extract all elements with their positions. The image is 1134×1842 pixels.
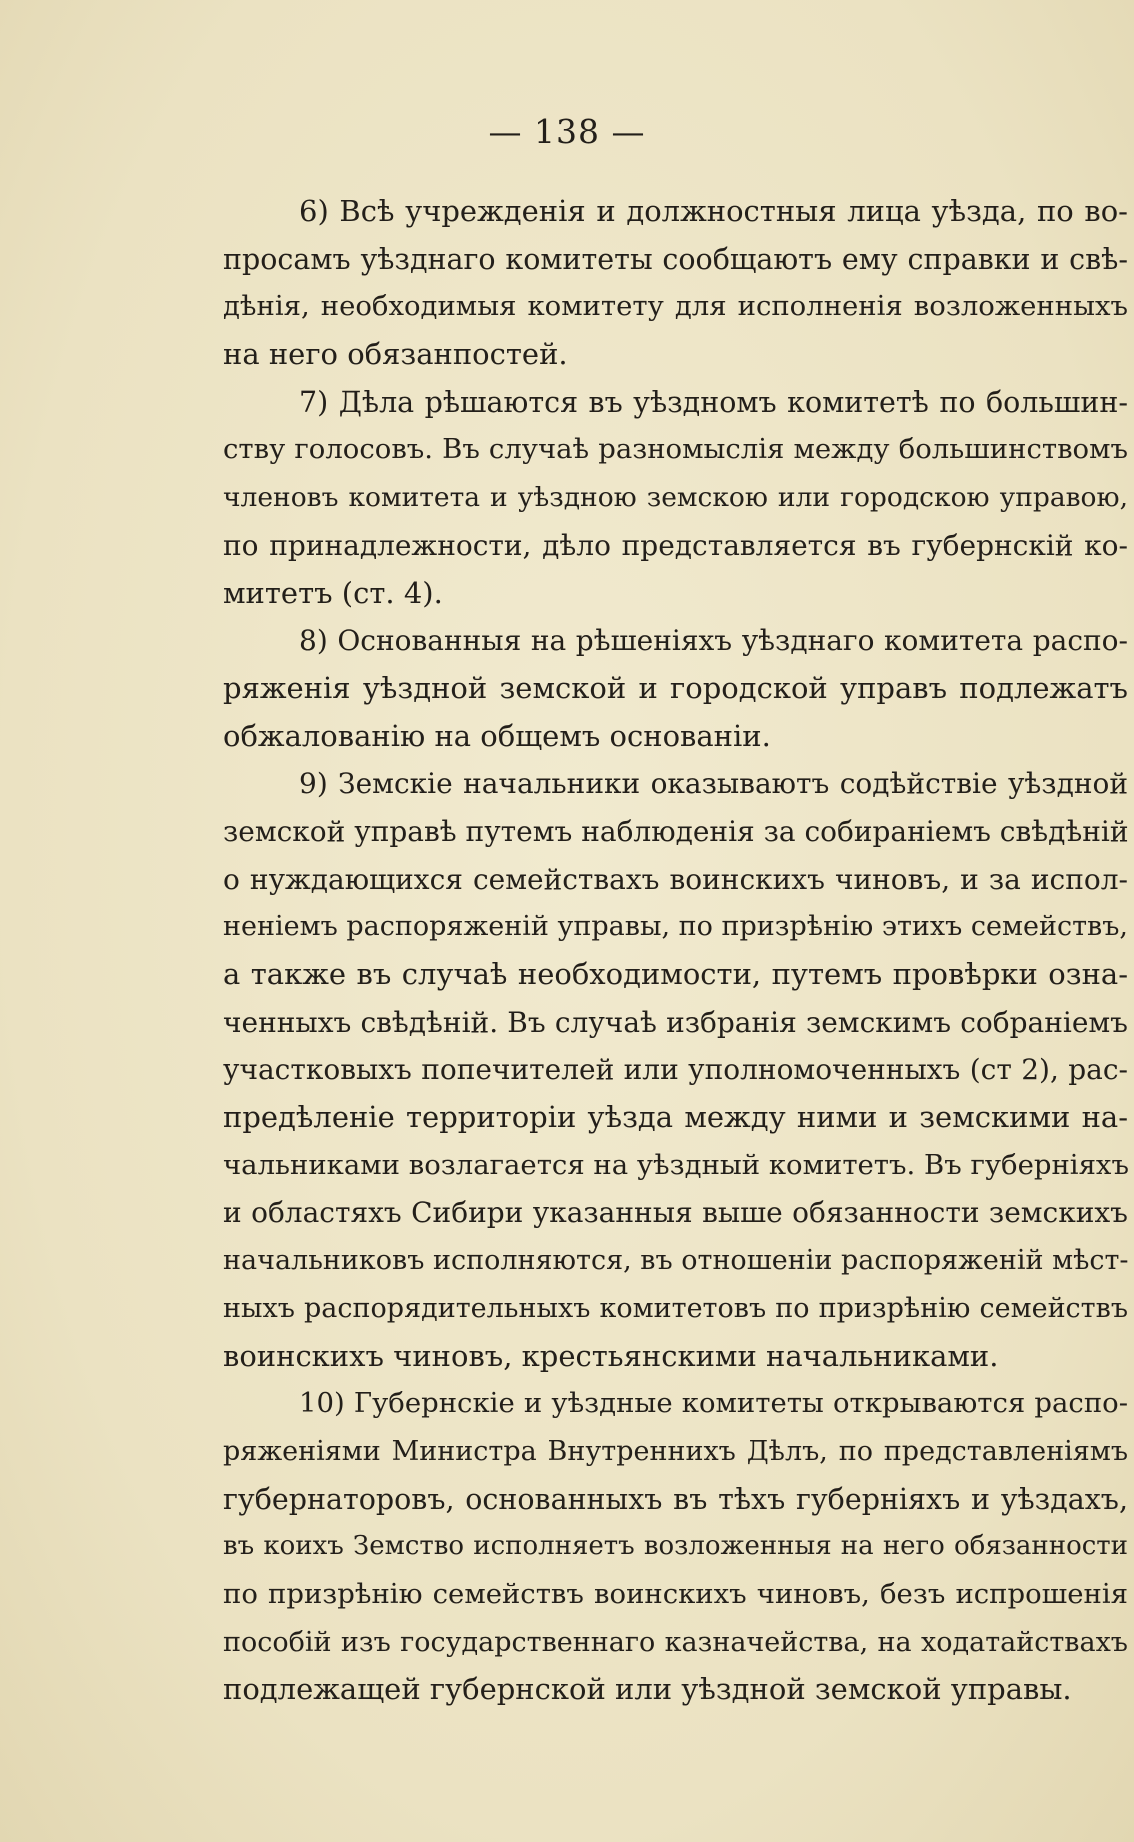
text-line: 6) Всѣ учрежденія и должностныя лица уѣзда, по во- xyxy=(299,194,1128,228)
text-line: ныхъ распорядительныхъ комитетовъ по призрѣнію семействъ xyxy=(223,1292,1128,1324)
text-line: воинскихъ чиновъ, крестьянскими начальниками. xyxy=(223,1338,999,1373)
paragraph xyxy=(223,379,1128,617)
text-line: подлежащей губернской или уѣздной земской управы. xyxy=(223,1672,1072,1707)
text-line: земской управѣ путемъ наблюденія за собираніемъ свѣдѣній xyxy=(223,814,1129,848)
text-line: губернаторовъ, основанныхъ въ тѣхъ губерніяхъ и уѣздахъ, xyxy=(223,1482,1128,1516)
text-line: митетъ (ст. 4). xyxy=(223,575,443,610)
text-line: ству голосовъ. Въ случаѣ разномыслія между большинствомъ xyxy=(223,433,1128,466)
text-line: начальниковъ исполняются, въ отношеніи распоряженій мѣст- xyxy=(223,1245,1129,1277)
text-line: 9) Земскіе начальники оказываютъ содѣйствіе уѣздной xyxy=(299,767,1128,801)
text-line: дѣнія, необходимыя комитету для исполненія возложенныхъ xyxy=(223,290,1128,323)
text-line: пособій изъ государственнаго казначейства, на ходатайствахъ xyxy=(223,1626,1128,1658)
text-line: 7) Дѣла рѣшаются въ уѣздномъ комитетѣ по большин- xyxy=(299,385,1128,419)
text-line: предѣленіе территоріи уѣзда между ними и земскими на- xyxy=(223,1100,1128,1135)
text-line: ченныхъ свѣдѣній. Въ случаѣ избранія земскимъ собраніемъ xyxy=(223,1005,1128,1039)
body-text xyxy=(223,188,1128,1714)
text-line: о нуждающихся семействахъ воинскихъ чиновъ, и за испол- xyxy=(223,862,1128,896)
paragraph xyxy=(223,760,1128,1380)
text-line: обжалованію на общемъ основаніи. xyxy=(223,718,771,753)
text-line: и областяхъ Сибири указанныя выше обязанности земскихъ xyxy=(223,1196,1128,1230)
paragraph xyxy=(223,1380,1128,1714)
text-line: а также въ случаѣ необходимости, путемъ провѣрки озна- xyxy=(223,957,1128,991)
page-number: — 138 — xyxy=(488,112,646,151)
text-line: просамъ уѣзднаго комитеты сообщаютъ ему справки и свѣ- xyxy=(223,242,1128,276)
text-line: участковыхъ попечителей или уполномоченныхъ (ст 2), рас- xyxy=(223,1053,1128,1087)
text-line: 10) Губернскіе и уѣздные комитеты открываются распо- xyxy=(299,1387,1128,1420)
text-line: въ коихъ Земство исполняетъ возложенныя на него обязанности xyxy=(223,1531,1128,1562)
text-line: чальниками возлагается на уѣздный комитетъ. Въ губерніяхъ xyxy=(223,1148,1129,1181)
paragraph xyxy=(223,188,1128,379)
paragraph xyxy=(223,617,1128,760)
text-line: неніемъ распоряженій управы, по призрѣнію этихъ семействъ, xyxy=(223,911,1128,943)
text-line: по принадлежности, дѣло представляется въ губернскій ко- xyxy=(223,528,1128,562)
text-line: членовъ комитета и уѣздною земскою или городскою управою, xyxy=(223,482,1128,514)
text-line: на него обязанпостей. xyxy=(223,337,568,372)
text-line: ряженіями Министра Внутреннихъ Дѣлъ, по представленіямъ xyxy=(223,1435,1128,1467)
text-line: по призрѣнію семействъ воинскихъ чиновъ, безъ испрошенія xyxy=(223,1577,1128,1610)
text-line: 8) Основанныя на рѣшеніяхъ уѣзднаго комитета распо- xyxy=(299,624,1128,658)
text-line: ряженія уѣздной земской и городской управъ подлежатъ xyxy=(223,670,1128,705)
